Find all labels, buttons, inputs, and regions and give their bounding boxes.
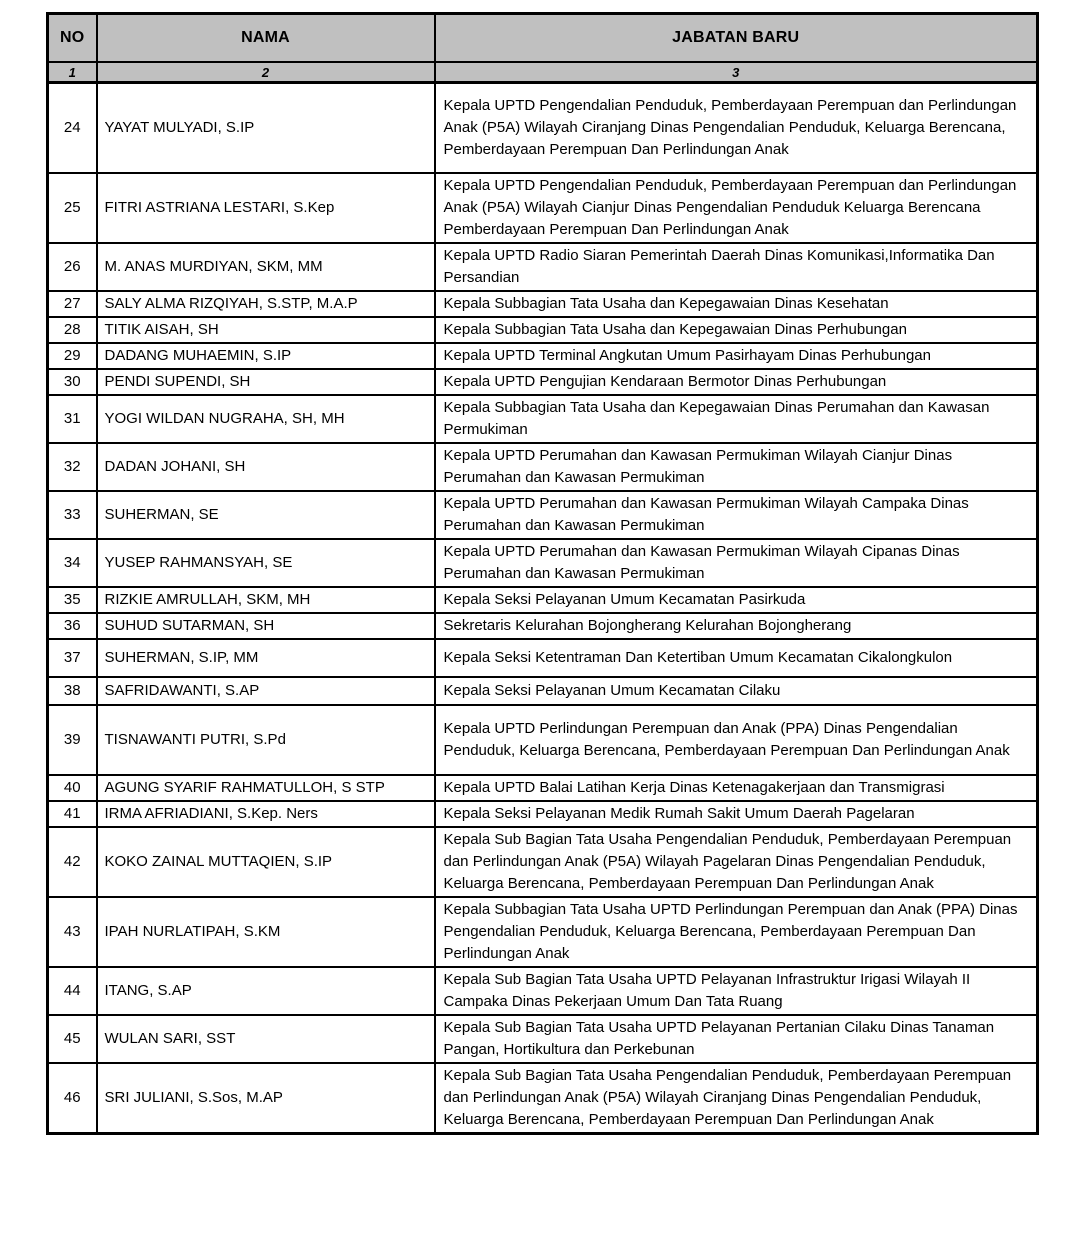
row-name-cell: RIZKIE AMRULLAH, SKM, MH [97,587,435,613]
table-row [48,243,1038,291]
table-row [48,639,1038,677]
table-row [48,827,1038,897]
column-index-2: 2 [97,62,435,83]
row-new-position-cell: Kepala Seksi Pelayanan Umum Kecamatan Pasirkuda [435,587,1038,613]
row-name-cell: SALY ALMA RIZQIYAH, S.STP, M.A.P [97,291,435,317]
table-row [48,587,1038,613]
row-number-cell: 28 [48,317,97,343]
row-name-cell: DADAN JOHANI, SH [97,443,435,491]
table-row [48,343,1038,369]
table-row [48,395,1038,443]
row-name-cell: KOKO ZAINAL MUTTAQIEN, S.IP [97,827,435,897]
column-index-1: 1 [48,62,97,83]
row-new-position-cell: Kepala UPTD Pengujian Kendaraan Bermotor Dinas Perhubungan [435,369,1038,395]
row-number-cell: 35 [48,587,97,613]
row-name-cell: AGUNG SYARIF RAHMATULLOH, S STP [97,775,435,801]
row-new-position-cell: Sekretaris Kelurahan Bojongherang Kelurahan Bojongherang [435,613,1038,639]
row-new-position-cell: Kepala UPTD Perumahan dan Kawasan Permukiman Wilayah Cianjur Dinas Perumahan dan Kawasan Permukiman [435,443,1038,491]
table-row [48,173,1038,243]
row-new-position-cell: Kepala Sub Bagian Tata Usaha Pengendalian Penduduk, Pemberdayaan Perempuan dan Perlindungan Anak (P5A) Wilayah Pagelaran Dinas Pengendalian Penduduk, Keluarga Berencana, Pemberdayaan Perempuan Dan Perlindungan Anak [435,827,1038,897]
header-row [48,14,1038,63]
table-header [48,14,1038,83]
row-number-cell: 29 [48,343,97,369]
row-number-cell: 37 [48,639,97,677]
row-name-cell: M. ANAS MURDIYAN, SKM, MM [97,243,435,291]
column-header-nama: NAMA [97,14,435,63]
table-row [48,897,1038,967]
row-new-position-cell: Kepala UPTD Perumahan dan Kawasan Permukiman Wilayah Campaka Dinas Perumahan dan Kawasan Permukiman [435,491,1038,539]
table-row [48,705,1038,775]
row-number-cell: 34 [48,539,97,587]
column-header-jabatan-baru: JABATAN BARU [435,14,1038,63]
row-name-cell: WULAN SARI, SST [97,1015,435,1063]
table-row [48,677,1038,705]
row-name-cell: YAYAT MULYADI, S.IP [97,83,435,173]
row-new-position-cell: Kepala UPTD Terminal Angkutan Umum Pasirhayam Dinas Perhubungan [435,343,1038,369]
table-row [48,83,1038,173]
row-new-position-cell: Kepala Seksi Pelayanan Medik Rumah Sakit Umum Daerah Pagelaran [435,801,1038,827]
row-number-cell: 42 [48,827,97,897]
row-name-cell: IRMA AFRIADIANI, S.Kep. Ners [97,801,435,827]
row-name-cell: SRI JULIANI, S.Sos, M.AP [97,1063,435,1134]
table-row [48,491,1038,539]
table-row [48,1063,1038,1134]
row-new-position-cell: Kepala Sub Bagian Tata Usaha UPTD Pelayanan Pertanian Cilaku Dinas Tanaman Pangan, Hortikultura dan Perkebunan [435,1015,1038,1063]
row-number-cell: 43 [48,897,97,967]
table-row [48,613,1038,639]
row-new-position-cell: Kepala Sub Bagian Tata Usaha Pengendalian Penduduk, Pemberdayaan Perempuan dan Perlindungan Anak (P5A) Wilayah Ciranjang Dinas Pengendalian Penduduk, Keluarga Berencana, Pemberdayaan Perempuan Dan Perlindungan Anak [435,1063,1038,1134]
row-name-cell: FITRI ASTRIANA LESTARI, S.Kep [97,173,435,243]
row-new-position-cell: Kepala UPTD Perumahan dan Kawasan Permukiman Wilayah Cipanas Dinas Perumahan dan Kawasan Permukiman [435,539,1038,587]
row-number-cell: 31 [48,395,97,443]
row-number-cell: 44 [48,967,97,1015]
row-new-position-cell: Kepala Seksi Pelayanan Umum Kecamatan Cilaku [435,677,1038,705]
row-new-position-cell: Kepala Subbagian Tata Usaha dan Kepegawaian Dinas Kesehatan [435,291,1038,317]
table-row [48,1015,1038,1063]
row-number-cell: 36 [48,613,97,639]
row-new-position-cell: Kepala UPTD Pengendalian Penduduk, Pemberdayaan Perempuan dan Perlindungan Anak (P5A) Wilayah Ciranjang Dinas Pengendalian Penduduk, Keluarga Berencana, Pemberdayaan Perempuan Dan Perlindungan Anak [435,83,1038,173]
column-index-row [48,62,1038,83]
row-new-position-cell: Kepala UPTD Perlindungan Perempuan dan Anak (PPA) Dinas Pengendalian Penduduk, Keluarga Berencana, Pemberdayaan Perempuan Dan Perlindungan Anak [435,705,1038,775]
row-new-position-cell: Kepala UPTD Balai Latihan Kerja Dinas Ketenagakerjaan dan Transmigrasi [435,775,1038,801]
table-row [48,291,1038,317]
row-number-cell: 38 [48,677,97,705]
row-name-cell: SUHUD SUTARMAN, SH [97,613,435,639]
row-number-cell: 24 [48,83,97,173]
table-row [48,369,1038,395]
column-index-3: 3 [435,62,1038,83]
table-row [48,443,1038,491]
row-name-cell: TISNAWANTI PUTRI, S.Pd [97,705,435,775]
row-number-cell: 39 [48,705,97,775]
row-number-cell: 27 [48,291,97,317]
row-number-cell: 45 [48,1015,97,1063]
row-new-position-cell: Kepala Subbagian Tata Usaha UPTD Perlindungan Perempuan dan Anak (PPA) Dinas Pengendalian Penduduk, Keluarga Berencana, Pemberdayaan Perempuan Dan Perlindungan Anak [435,897,1038,967]
row-number-cell: 33 [48,491,97,539]
row-number-cell: 25 [48,173,97,243]
row-name-cell: YOGI WILDAN NUGRAHA, SH, MH [97,395,435,443]
table-row [48,801,1038,827]
row-name-cell: SUHERMAN, SE [97,491,435,539]
row-number-cell: 30 [48,369,97,395]
column-header-no: NO [48,14,97,63]
row-new-position-cell: Kepala UPTD Pengendalian Penduduk, Pemberdayaan Perempuan dan Perlindungan Anak (P5A) Wilayah Cianjur Dinas Pengendalian Penduduk Keluarga Berencana Pemberdayaan Perempuan Dan Perlindungan Anak [435,173,1038,243]
row-name-cell: SAFRIDAWANTI, S.AP [97,677,435,705]
table-row [48,967,1038,1015]
row-new-position-cell: Kepala Subbagian Tata Usaha dan Kepegawaian Dinas Perhubungan [435,317,1038,343]
row-name-cell: YUSEP RAHMANSYAH, SE [97,539,435,587]
row-number-cell: 40 [48,775,97,801]
table-row [48,317,1038,343]
row-number-cell: 41 [48,801,97,827]
appointments-table [46,12,1039,1135]
row-new-position-cell: Kepala Subbagian Tata Usaha dan Kepegawaian Dinas Perumahan dan Kawasan Permukiman [435,395,1038,443]
table-row [48,775,1038,801]
row-new-position-cell: Kepala UPTD Radio Siaran Pemerintah Daerah Dinas Komunikasi,Informatika Dan Persandian [435,243,1038,291]
table-body [48,83,1038,1134]
row-name-cell: DADANG MUHAEMIN, S.IP [97,343,435,369]
row-name-cell: PENDI SUPENDI, SH [97,369,435,395]
row-name-cell: ITANG, S.AP [97,967,435,1015]
row-name-cell: TITIK AISAH, SH [97,317,435,343]
row-number-cell: 46 [48,1063,97,1134]
row-name-cell: IPAH NURLATIPAH, S.KM [97,897,435,967]
row-number-cell: 32 [48,443,97,491]
row-number-cell: 26 [48,243,97,291]
row-new-position-cell: Kepala Sub Bagian Tata Usaha UPTD Pelayanan Infrastruktur Irigasi Wilayah II Campaka Dinas Pekerjaan Umum Dan Tata Ruang [435,967,1038,1015]
table-row [48,539,1038,587]
row-name-cell: SUHERMAN, S.IP, MM [97,639,435,677]
row-new-position-cell: Kepala Seksi Ketentraman Dan Ketertiban Umum Kecamatan Cikalongkulon [435,639,1038,677]
